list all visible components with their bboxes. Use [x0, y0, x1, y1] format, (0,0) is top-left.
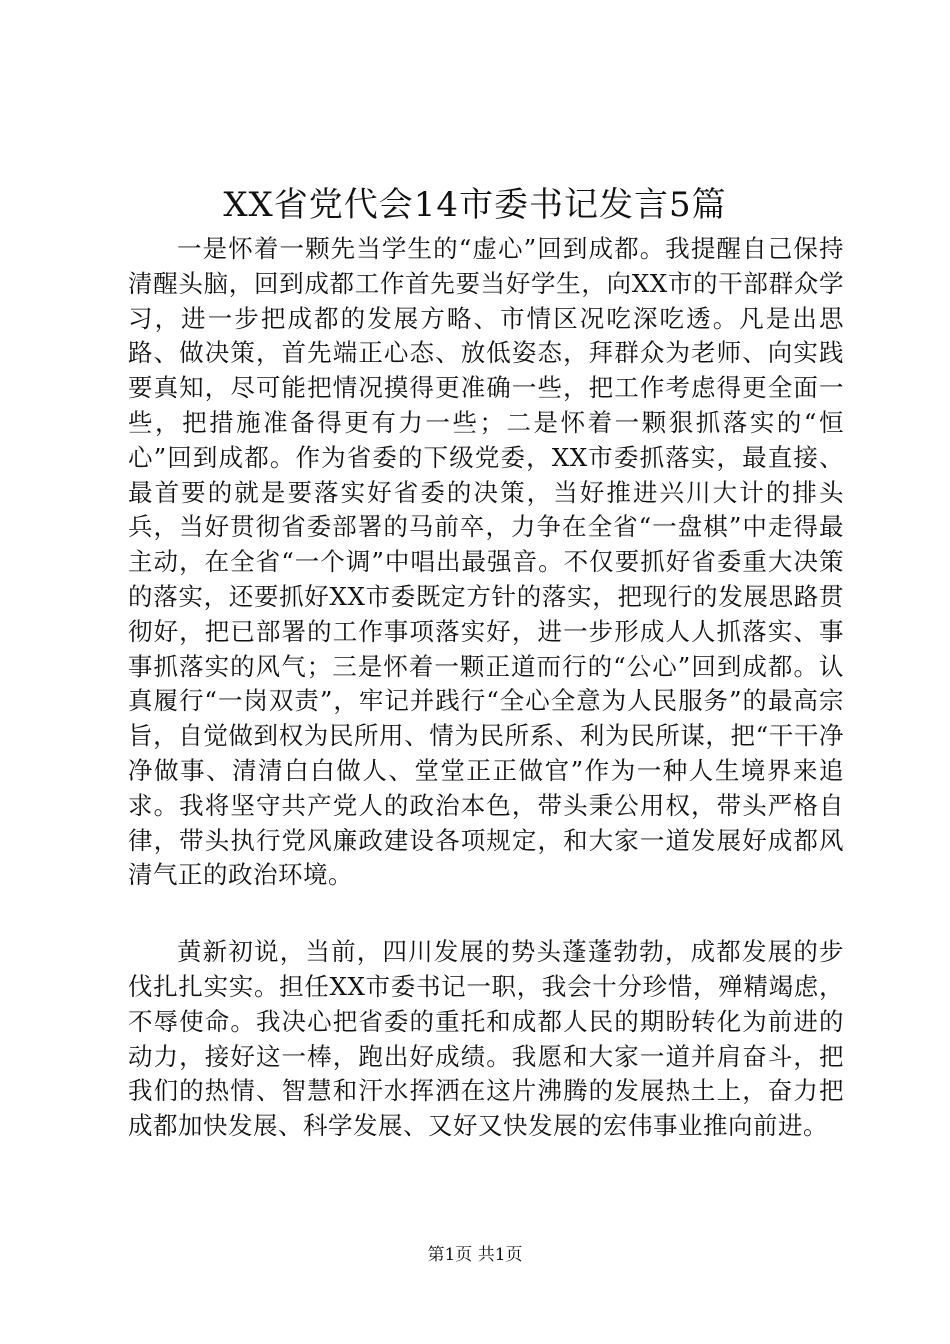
- document-title: XX省党代会14市委书记发言5篇: [223, 185, 727, 225]
- page-footer: 第1页 共1页: [427, 1245, 523, 1265]
- paragraph-1: 一是怀着一颗先当学生的“虚心”回到成都。我提醒自己保持清醒头脑，回到成都工作首先要当好学生，向XX市的干部群众学习，进一步把成都的发展方略、市情区况吃深吃透。凡是出思路、做决策，首先端正心态、放低姿态，拜群众为老师、向实践要真知，尽可能把情况摸得更准确一些，把工作考虑得更全面一些，把措施准备得更有力一些；二是怀着一颗狠抓落实的“恒心”回到成都。作为省委的下级党委，XX市委抓落实，最直接、最首要的就是要落实好省委的决策，当好推进兴川大计的排头兵，当好贯彻省委部署的马前卒，力争在全省“一盘棋”中走得最主动，在全省“一个调”中唱出最强音。不仅要抓好省委重大决策的落实，还要抓好XX市委既定方针的落实，把现行的发展思路贯彻好，把已部署的工作事项落实好，进一步形成人人抓落实、事事抓落实的风气；三是怀着一颗正道而行的“公心”回到成都。认真履行“一岗双责”，牢记并践行“全心全意为人民服务”的最高宗旨，自觉做到权为民所用、情为民所系、利为民所谋，把“干干净净做事、清清白白做人、堂堂正正做官”作为一种人生境界来追求。我将坚守共产党人的政治本色，带头秉公用权，带头严格自律，带头执行党风廉政建设各项规定，和大家一道发展好成都风清气正的政治环境。: [128, 234, 844, 890]
- paragraph-2: 黄新初说，当前，四川发展的势头蓬蓬勃勃，成都发展的步伐扎扎实实。担任XX市委书记一职，我会十分珍惜，殚精竭虑，不辱使命。我决心把省委的重托和成都人民的期盼转化为前进的动力，接好这一棒，跑出好成绩。我愿和大家一道并肩奋斗，把我们的热情、智慧和汗水挥洒在这片沸腾的发展热土上，奋力把成都加快发展、科学发展、又好又快发展的宏伟事业推向前进。: [128, 937, 844, 1141]
- paragraph-spacer: [128, 893, 844, 935]
- document-body: [128, 232, 844, 1144]
